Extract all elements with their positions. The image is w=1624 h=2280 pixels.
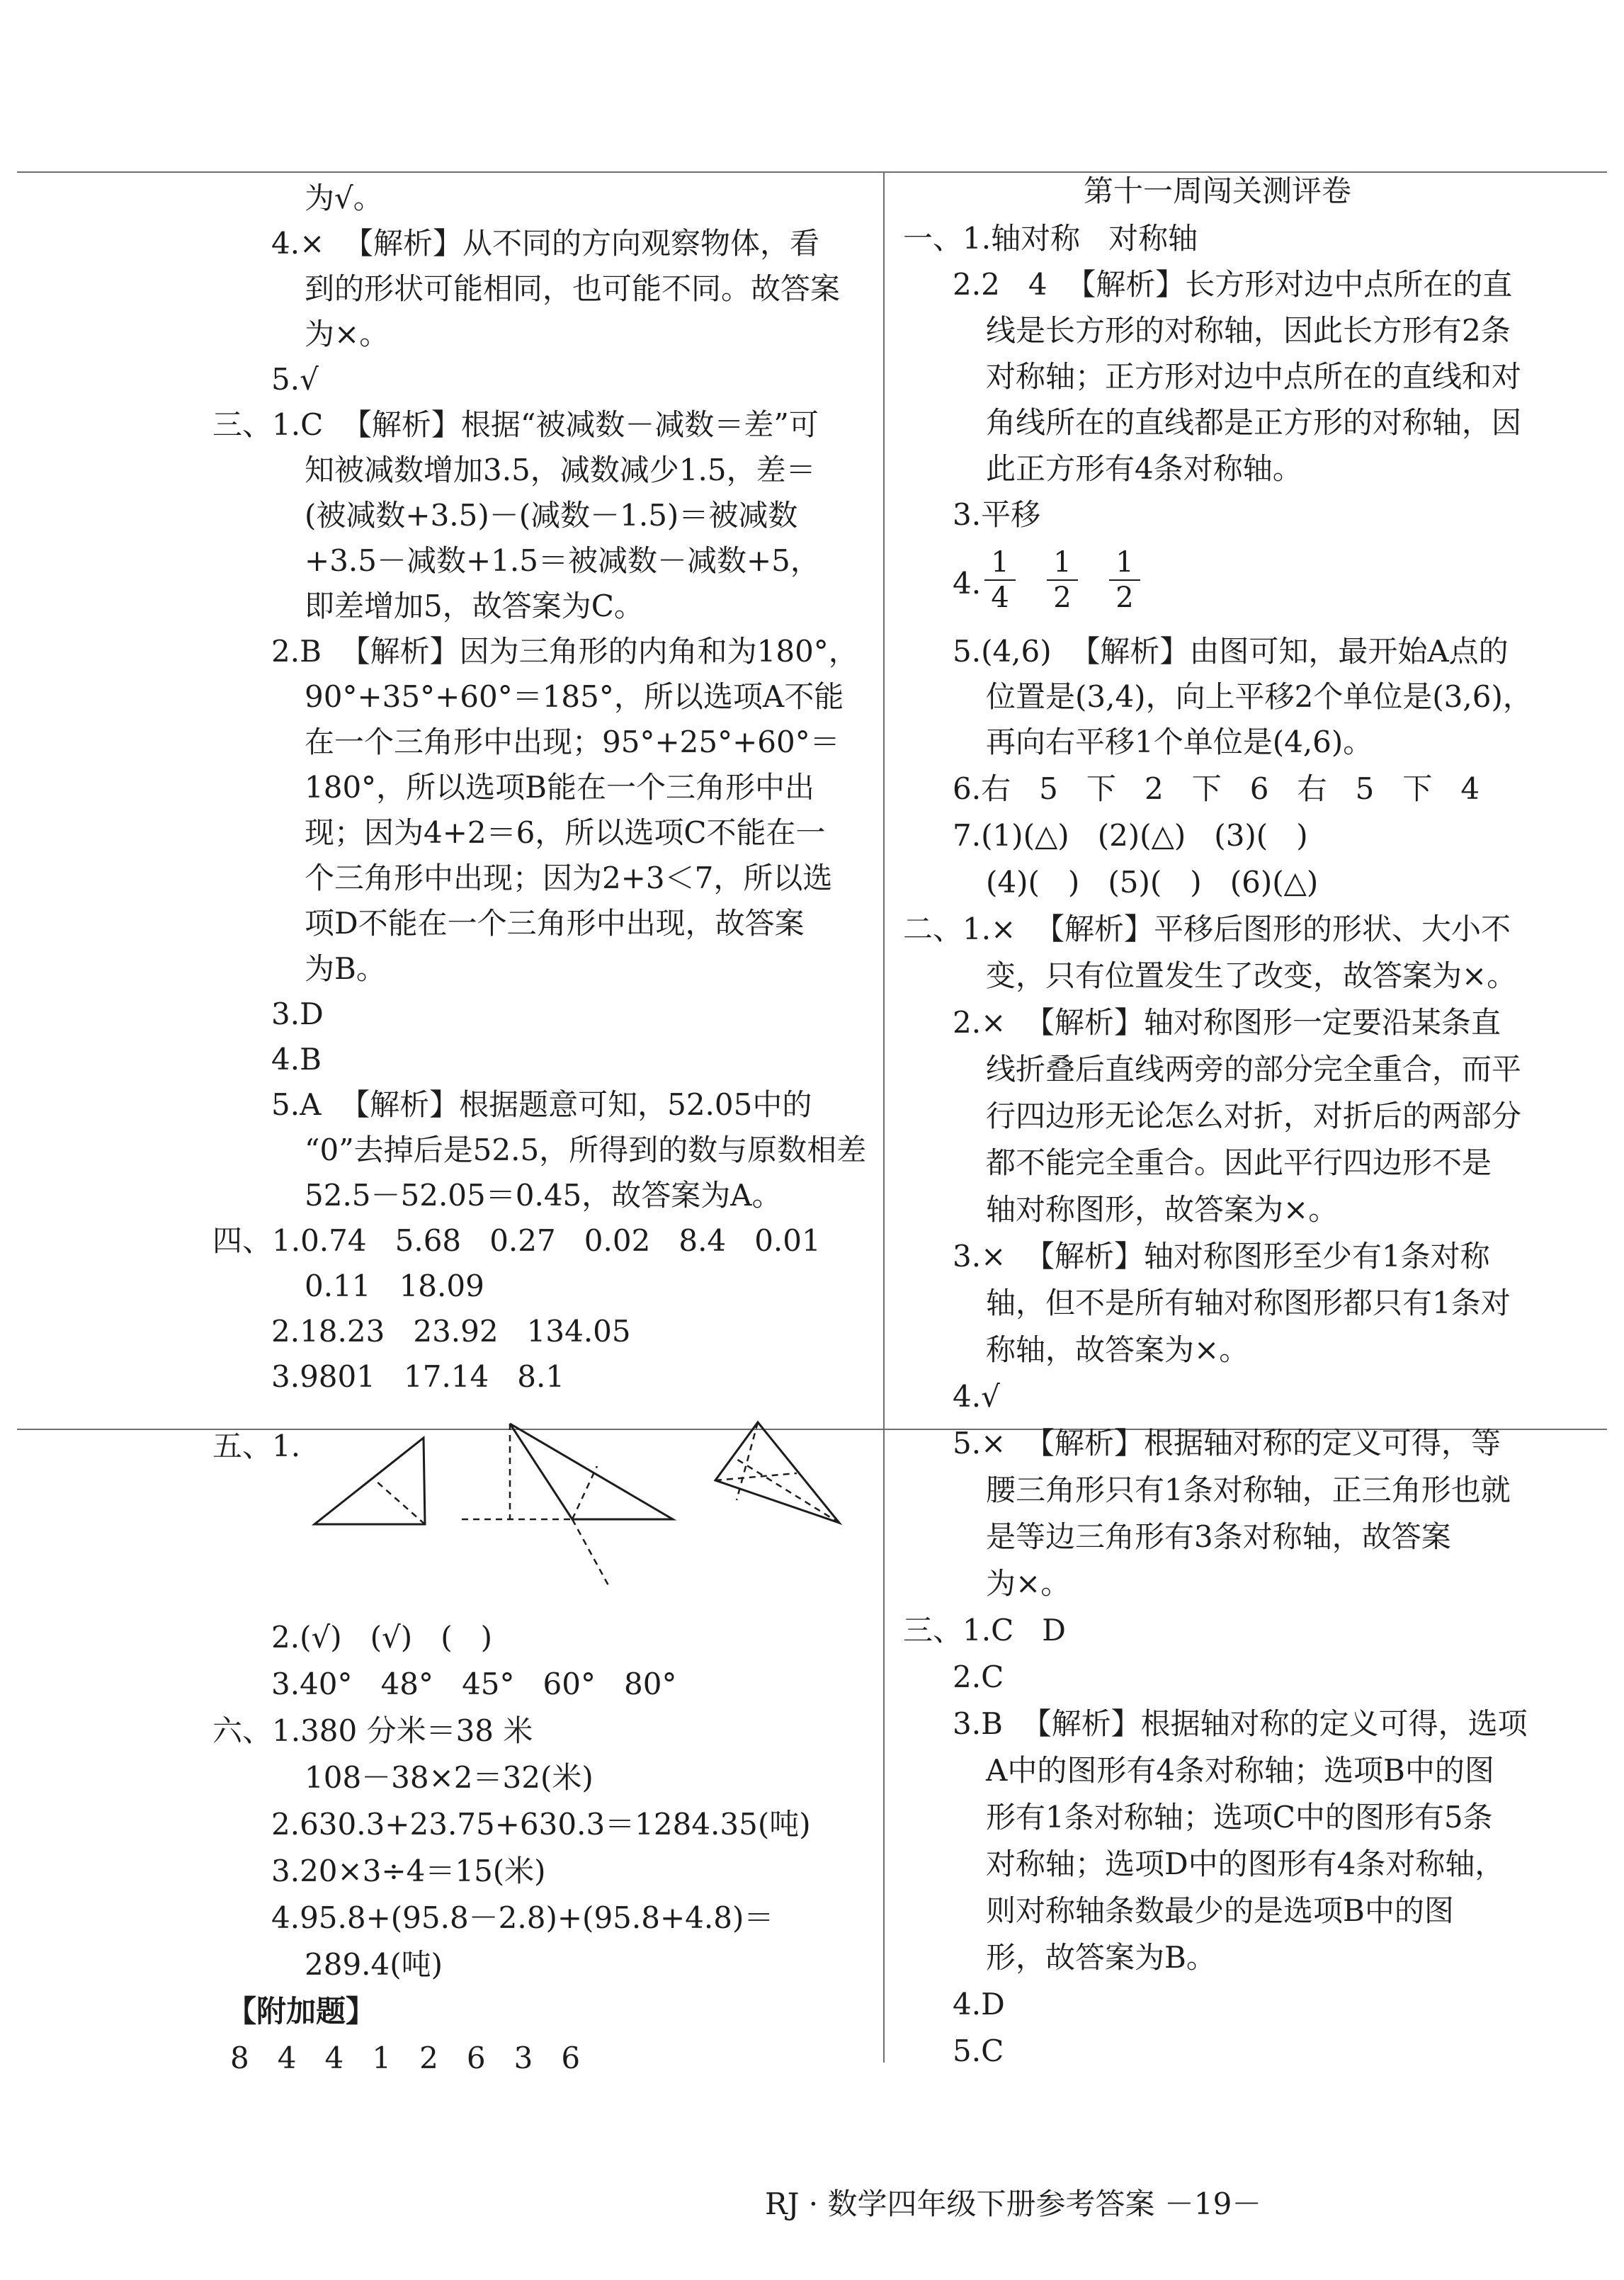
left-line: 在一个三角形中出现；95°+25°+60°＝ bbox=[305, 725, 840, 759]
left-line: 0.11 18.09 bbox=[305, 1269, 484, 1303]
fraction: $\frac{1}{2}$ bbox=[1109, 545, 1140, 615]
left-line: 3.20×3÷4＝15(米) bbox=[271, 1854, 546, 1888]
left-line: 3.D bbox=[271, 997, 324, 1031]
right-line: 二、1.× 【解析】平移后图形的形状、大小不 bbox=[903, 912, 1511, 946]
section-title: 第十一周闯关测评卷 bbox=[1084, 174, 1352, 208]
left-line: 3.40° 48° 45° 60° 80° bbox=[271, 1667, 677, 1701]
figure-altitude-3 bbox=[572, 1466, 597, 1519]
left-line: 项D不能在一个三角形中出现，故答案 bbox=[305, 906, 805, 941]
left-line: (被减数+3.5)－(减数－1.5)＝被减数 bbox=[305, 498, 798, 533]
right-line: 位置是(3,4)，向上平移2个单位是(3,6)， bbox=[986, 679, 1533, 714]
left-line: 180°，所以选项B能在一个三角形中出 bbox=[305, 770, 815, 805]
right-line: 再向右平移1个单位是(4,6)。 bbox=[986, 725, 1373, 759]
left-line: 52.5－52.05＝0.45，故答案为A。 bbox=[305, 1178, 782, 1213]
figure-altitude-1 bbox=[377, 1482, 425, 1524]
left-line: 108－38×2＝32(米) bbox=[305, 1760, 594, 1795]
right-line: 轴对称图形，故答案为×。 bbox=[986, 1192, 1339, 1227]
left-line: 为×。 bbox=[305, 317, 390, 351]
q4-label: 4. bbox=[953, 566, 982, 601]
left-line: 4.× 【解析】从不同的方向观察物体，看 bbox=[271, 226, 819, 261]
right-line: 4.√ bbox=[953, 1379, 1000, 1414]
left-line: 四、1.0.74 5.68 0.27 0.02 8.4 0.01 bbox=[212, 1223, 821, 1258]
figure-altitude-5 bbox=[737, 1459, 839, 1523]
right-line: 5.× 【解析】根据轴对称的定义可得，等 bbox=[953, 1426, 1501, 1461]
left-line: 现；因为4+2＝6，所以选项C不能在一 bbox=[305, 815, 826, 850]
right-line: 2.2 4 【解析】长方形对边中点所在的直 bbox=[953, 267, 1513, 302]
figure-altitude-6 bbox=[715, 1473, 797, 1480]
right-line: 形有1条对称轴；选项C中的图形有5条 bbox=[986, 1800, 1493, 1834]
left-line: 个三角形中出现；因为2+3＜7，所以选 bbox=[305, 861, 833, 895]
left-line: 为√。 bbox=[305, 181, 383, 215]
left-line: 2.18.23 23.92 134.05 bbox=[271, 1314, 631, 1349]
left-line: 为B。 bbox=[305, 951, 386, 986]
right-line: 行四边形无论怎么对折，对折后的两部分 bbox=[986, 1099, 1522, 1133]
left-line: 知被减数增加3.5，减数减少1.5，差＝ bbox=[305, 453, 816, 487]
left-line: 289.4(吨) bbox=[305, 1947, 443, 1982]
right-line: 变，只有位置发生了改变，故答案为×。 bbox=[986, 958, 1517, 993]
left-line: 即差增加5，故答案为C。 bbox=[305, 589, 644, 623]
left-line: “0”去掉后是52.5，所得到的数与原数相差 bbox=[305, 1133, 867, 1167]
right-line: 为×。 bbox=[986, 1566, 1071, 1601]
right-line: 5.(4,6) 【解析】由图可知，最开始A点的 bbox=[953, 634, 1509, 669]
right-line: A中的图形有4条对称轴；选项B中的图 bbox=[986, 1753, 1494, 1788]
right-line: 是等边三角形有3条对称轴，故答案 bbox=[986, 1519, 1451, 1554]
right-line: 三、1.C D bbox=[903, 1613, 1066, 1647]
figure-acute-triangle bbox=[715, 1422, 839, 1523]
left-line: 2.630.3+23.75+630.3＝1284.35(吨) bbox=[271, 1807, 811, 1842]
left-line: 5.√ bbox=[271, 362, 319, 397]
left-line: 4.95.8+(95.8－2.8)+(95.8+4.8)＝ bbox=[271, 1900, 774, 1935]
right-line: 角线所在的直线都是正方形的对称轴，因 bbox=[986, 405, 1522, 440]
left-line: 5.A 【解析】根据题意可知，52.05中的 bbox=[271, 1087, 812, 1122]
left-line: 2.(√) (√) ( ) bbox=[271, 1620, 493, 1655]
right-line: 6.右 5 下 2 下 6 右 5 下 4 bbox=[953, 771, 1480, 806]
left-line: 三、1.C 【解析】根据“被减数－减数＝差”可 bbox=[212, 407, 819, 442]
right-line: 轴，但不是所有轴对称图形都只有1条对 bbox=[986, 1286, 1511, 1320]
left-line: 六、1.380 分米＝38 米 bbox=[212, 1713, 533, 1748]
left-line: 五、1. bbox=[212, 1429, 301, 1463]
right-line: 3.× 【解析】轴对称图形至少有1条对称 bbox=[953, 1239, 1490, 1274]
figure-right-triangle bbox=[314, 1438, 425, 1524]
right-line: 此正方形有4条对称轴。 bbox=[986, 451, 1302, 486]
right-line: (4)( ) (5)( ) (6)(△) bbox=[986, 865, 1319, 900]
right-line: 形，故答案为B。 bbox=[986, 1940, 1216, 1975]
right-line: 4.D bbox=[953, 1987, 1005, 2021]
page-footer: RJ · 数学四年级下册参考答案 －19－ bbox=[765, 2187, 1262, 2221]
left-line: 2.B 【解析】因为三角形的内角和为180°， bbox=[271, 634, 858, 669]
right-line: 一、1.轴对称 对称轴 bbox=[903, 221, 1198, 256]
left-line: +3.5－减数+1.5＝被减数－减数+5， bbox=[305, 543, 820, 578]
right-line: 称轴，故答案为×。 bbox=[986, 1332, 1249, 1367]
right-line: 腰三角形只有1条对称轴，正三角形也就 bbox=[986, 1473, 1511, 1507]
left-line: 8 4 4 1 2 6 3 6 bbox=[230, 2041, 581, 2075]
right-line: 都不能完全重合。因此平行四边形不是 bbox=[986, 1145, 1492, 1180]
fraction: $\frac{1}{4}$ bbox=[984, 545, 1016, 615]
right-line: 对称轴；选项D中的图形有4条对称轴， bbox=[986, 1847, 1505, 1881]
figure-obtuse-triangle bbox=[510, 1424, 673, 1519]
right-line: 2.× 【解析】轴对称图形一定要沿某条直 bbox=[953, 1005, 1501, 1040]
figure-extension-2 bbox=[572, 1519, 609, 1587]
left-line: 【附加题】 bbox=[227, 1994, 376, 2029]
right-line: 线是长方形的对称轴，因此长方形有2条 bbox=[986, 313, 1511, 348]
right-line: 则对称轴条数最少的是选项B中的图 bbox=[986, 1893, 1454, 1928]
right-line: 7.(1)(△) (2)(△) (3)( ) bbox=[953, 818, 1308, 853]
left-line: 到的形状可能相同，也可能不同。故答案 bbox=[305, 271, 841, 306]
fraction: $\frac{1}{2}$ bbox=[1047, 545, 1078, 615]
right-line: 3.平移 bbox=[953, 497, 1041, 532]
right-line: 5.C bbox=[953, 2034, 1004, 2068]
right-line: 对称轴；正方形对边中点所在的直线和对 bbox=[986, 359, 1522, 394]
left-line: 90°+35°+60°＝185°，所以选项A不能 bbox=[305, 679, 844, 714]
left-line: 3.9801 17.14 8.1 bbox=[271, 1359, 565, 1394]
right-line: 3.B 【解析】根据轴对称的定义可得，选项 bbox=[953, 1706, 1528, 1741]
right-line: 线折叠后直线两旁的部分完全重合，而平 bbox=[986, 1052, 1522, 1087]
left-line: 4.B bbox=[271, 1042, 322, 1077]
right-line: 2.C bbox=[953, 1660, 1004, 1694]
